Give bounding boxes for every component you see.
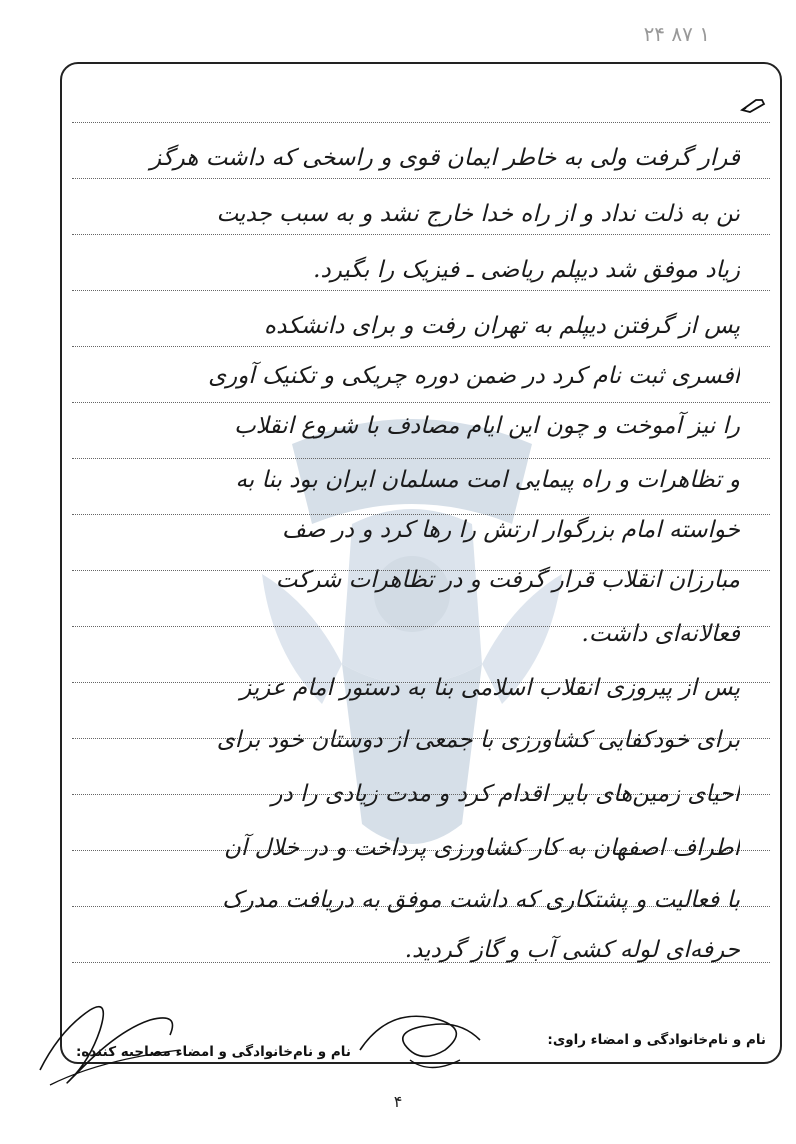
page-number: ۴ bbox=[393, 1092, 403, 1111]
handwritten-text bbox=[76, 64, 740, 1062]
narrator-signature bbox=[350, 1000, 490, 1080]
text-line: زیاد موفق شد دیپلم ریاضی ـ فیزیک را بگیرد. bbox=[313, 257, 740, 283]
text-line: قرار گرفت ولی به خاطر ایمان قوی و راسخی که داشت هرگز bbox=[149, 145, 740, 171]
text-line: با فعالیت و پشتکاری که داشت موفق به دریافت مدرک bbox=[222, 887, 740, 913]
top-scribble: ۱ ۸۷ ۲۴ bbox=[643, 22, 710, 46]
narrator-signature-label: نام و نام‌خانوادگی و امضاء راوی: bbox=[547, 1032, 766, 1048]
text-line: افسری ثبت نام کرد در ضمن دوره چریکی و تکنیک آوری bbox=[208, 363, 740, 389]
text-line: اطراف اصفهان به کار کشاورزی پرداخت و در خلال آن bbox=[224, 835, 740, 861]
interviewer-signature bbox=[30, 990, 190, 1090]
text-line: پس از پیروزی انقلاب اسلامی بنا به دستور امام عزیز bbox=[240, 675, 740, 701]
text-line: پس از گرفتن دیپلم به تهران رفت و برای دانشکده bbox=[264, 313, 740, 339]
text-line: را نیز آموخت و چون این ایام مصادف با شروع انقلاب bbox=[234, 413, 740, 439]
document-frame bbox=[60, 62, 782, 1064]
text-line: فعالانه‌ای داشت. bbox=[581, 621, 740, 647]
text-line: خواسته امام بزرگوار ارتش را رها کرد و در صف bbox=[282, 517, 740, 543]
text-line: حرفه‌ای لوله کشی آب و گاز گردید. bbox=[404, 937, 740, 963]
text-line: تن به ذلت نداد و از راه خدا خارج نشد و به سبب جدیت bbox=[216, 201, 740, 227]
text-line: و تظاهرات و راه پیمایی امت مسلمان ایران بود بنا به bbox=[235, 467, 740, 493]
text-line: احیای زمین‌های بایر اقدام کرد و مدت زیادی را در bbox=[271, 781, 740, 807]
text-line: برای خودکفایی کشاورزی با جمعی از دوستان خود برای bbox=[216, 727, 740, 753]
interviewer-signature-label: نام و نام‌خانوادگی و امضاء مصاحبه کننده: bbox=[76, 1044, 351, 1060]
text-line: مبارزان انقلاب قرار گرفت و در تظاهرات شرکت bbox=[275, 567, 740, 593]
